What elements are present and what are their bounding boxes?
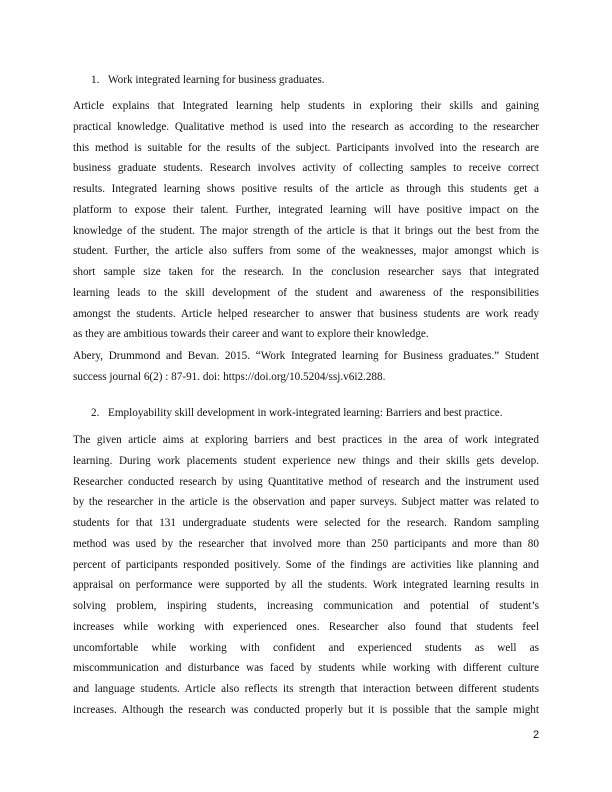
body-line: by the researcher in the article is the observation and paper surveys. Subject matter was related to — [73, 496, 539, 509]
body-line: appraisal on performance were supported by all the students. Work integrated learning results in — [73, 579, 539, 592]
body-line: Researcher conducted research by using Quantitative method of research and the instrument used — [73, 475, 539, 488]
body-line: increases while working with experienced ones. Researcher also found that students feel — [73, 620, 539, 633]
section-2-title: Employability skill development in work-integrated learning: Barriers and best practice. — [108, 407, 503, 419]
reference-line: Abery, Drummond and Bevan. 2015. “Work Integrated learning for Business graduates.” Student — [73, 350, 539, 362]
body-line: percent of participants responded positively. Some of the findings are activities like planning and — [73, 558, 539, 571]
section-1-title: Work integrated learning for business graduates. — [108, 74, 325, 86]
body-line: Article explains that Integrated learning help students in exploring their skills and gaining — [73, 100, 539, 112]
body-line: solving problem, inspiring students, increasing communication and potential of student’s — [73, 600, 539, 612]
body-line: student. Further, the article also suffers from some of the weaknesses, major amongst which is — [73, 245, 539, 258]
section-1-number: 1. — [91, 74, 100, 86]
body-line: practical knowledge. Qualitative method is used into the research as according to the researcher — [73, 120, 539, 133]
body-line: platform to expose their talent. Further, integrated learning will have positive impact on the — [73, 203, 539, 216]
section-2-heading — [91, 406, 503, 420]
page-number: 2 — [533, 729, 540, 741]
body-line: as they are ambitious towards their career and want to explore their knowledge. — [73, 328, 429, 341]
reference-line: success journal 6(2) : 87-91. doi: https://doi.org/10.5204/ssj.v6i2.288. — [73, 370, 386, 383]
body-line: learning. During work placements student experience new things and their skills gets develop. — [73, 454, 539, 467]
body-line: amongst the students. Article helped researcher to answer that business students are work ready — [73, 307, 539, 320]
body-line: knowledge of the student. The major strength of the article is that it brings out the best from the — [73, 224, 539, 237]
section-2-number: 2. — [91, 407, 100, 419]
body-line: and language students. Article also reflects its strength that interaction between different students — [73, 683, 539, 695]
section-2-body — [73, 430, 539, 721]
section-1-reference — [73, 346, 539, 388]
body-line: increases. Although the research was conducted properly but it is possible that the sample might — [73, 703, 539, 716]
body-line: students for that 131 undergraduate students were selected for the research. Random sampling — [73, 517, 539, 529]
body-line: business graduate students. Research involves activity of collecting samples to receive correct — [73, 162, 539, 175]
body-line: results. Integrated learning shows positive results of the article as through this students get a — [73, 183, 539, 195]
body-line: miscommunication and disturbance was faced by students while working with different culture — [73, 662, 539, 675]
body-line: The given article aims at exploring barriers and best practices in the area of work integrated — [73, 434, 539, 446]
body-line: method was used by the researcher that involved more than 250 participants and more than 80 — [73, 537, 539, 550]
body-line: learning leads to the skill development of the student and awareness of the responsibilities — [73, 286, 539, 299]
section-1-heading — [91, 73, 325, 87]
body-line: this method is suitable for the results of the subject. Participants involved into the research are — [73, 141, 539, 154]
section-1-body — [73, 96, 539, 345]
body-line: uncomfortable while working with confident and experienced students as well as — [73, 641, 539, 654]
body-line: short sample size taken for the research. In the conclusion researcher says that integrated — [73, 266, 539, 278]
